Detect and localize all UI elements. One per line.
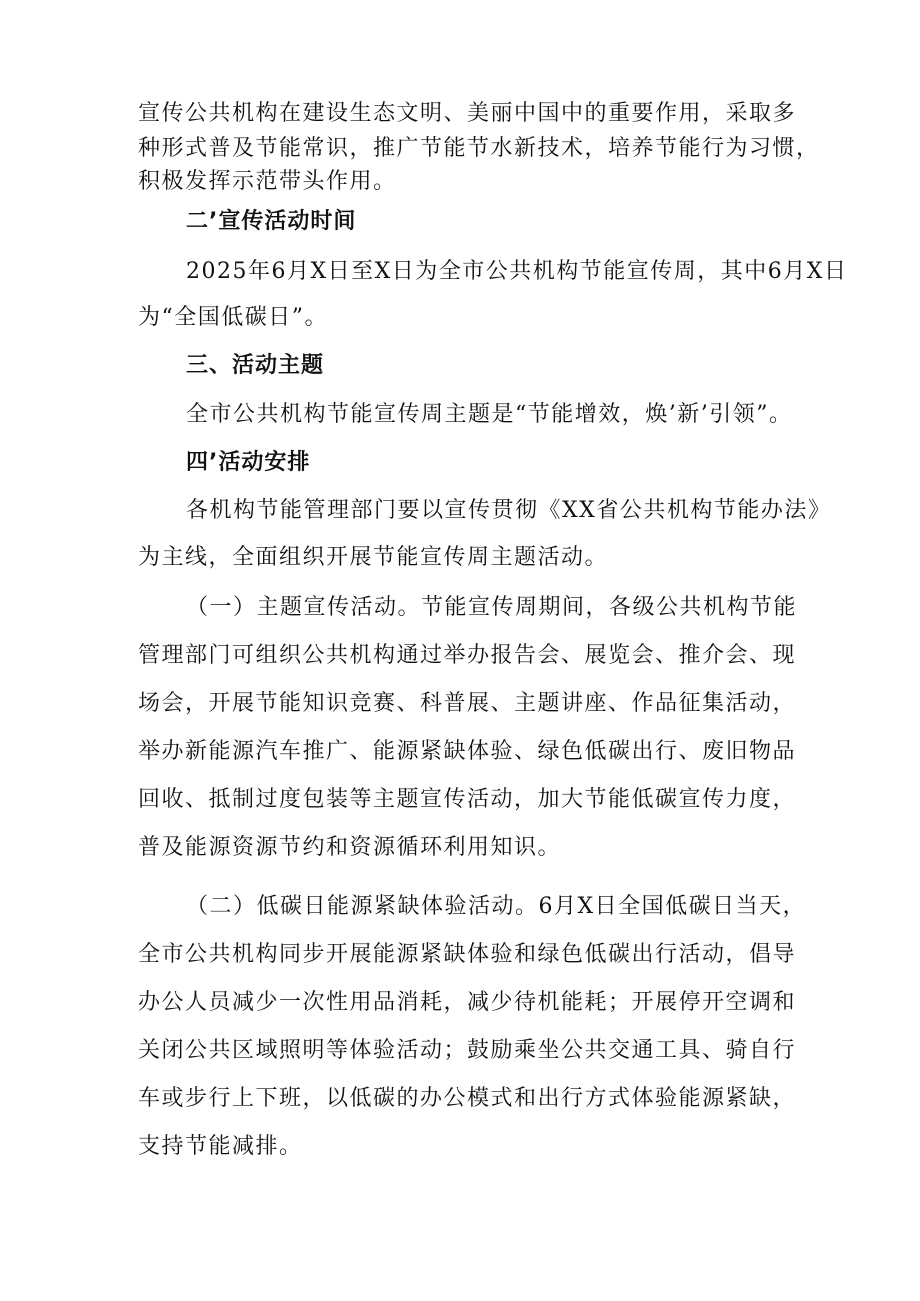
paragraph-line: 2025年6月X日至X日为全市公共机构节能宣传周，其中6月X日 [186, 259, 848, 284]
paragraph-line: （二）低碳日能源紧缺体验活动。6月X日全国低碳日当天， [186, 894, 807, 919]
section-heading-arrangement: 四’活动安排 [186, 450, 311, 475]
paragraph-line: 普及能源资源节约和资源循环利用知识。 [138, 835, 562, 860]
paragraph-line: 全市公共机构节能宣传周主题是“节能增效，焕’新’引领”。 [186, 402, 793, 427]
section-heading-time: 二’宣传活动时间 [186, 209, 357, 234]
paragraph-line: 关闭公共区域照明等体验活动；鼓励乘坐公共交通工具、骑自行 [138, 1038, 797, 1063]
paragraph-line: 全市公共机构同步开展能源紧缺体验和绿色低碳出行活动，倡导 [138, 942, 797, 967]
paragraph-line: 种形式普及节能常识，推广节能节水新技术，培养节能行为习惯， [138, 136, 820, 161]
paragraph-line: 积极发挥示范带头作用。 [138, 169, 397, 194]
paragraph-line: 办公人员减少一次性用品消耗，减少待机能耗；开展停开空调和 [138, 990, 797, 1015]
paragraph-line: 为“全国低碳日”。 [138, 305, 328, 330]
paragraph-line: 管理部门可组织公共机构通过举办报告会、展览会、推介会、现 [138, 643, 797, 668]
paragraph-line: 支持节能减排。 [138, 1134, 303, 1159]
paragraph-line: 各机构节能管理部门要以宣传贯彻《XX省公共机构节能办法》 [186, 498, 832, 523]
paragraph-line: 宣传公共机构在建设生态文明、美丽中国中的重要作用，采取多 [138, 101, 797, 126]
paragraph-line: 场会，开展节能知识竞赛、科普展、主题讲座、作品征集活动， [138, 691, 797, 716]
paragraph-line: （一）主题宣传活动。节能宣传周期间，各级公共机构节能 [186, 595, 798, 620]
section-heading-theme: 三、活动主题 [186, 353, 325, 378]
paragraph-line: 车或步行上下班，以低碳的办公模式和出行方式体验能源紧缺， [138, 1086, 797, 1111]
paragraph-line: 回收、抵制过度包装等主题宣传活动，加大节能低碳宣传力度， [138, 787, 797, 812]
paragraph-line: 为主线，全面组织开展节能宣传周主题活动。 [138, 545, 609, 570]
paragraph-line: 举办新能源汽车推广、能源紧缺体验、绿色低碳出行、废旧物品 [138, 739, 797, 764]
